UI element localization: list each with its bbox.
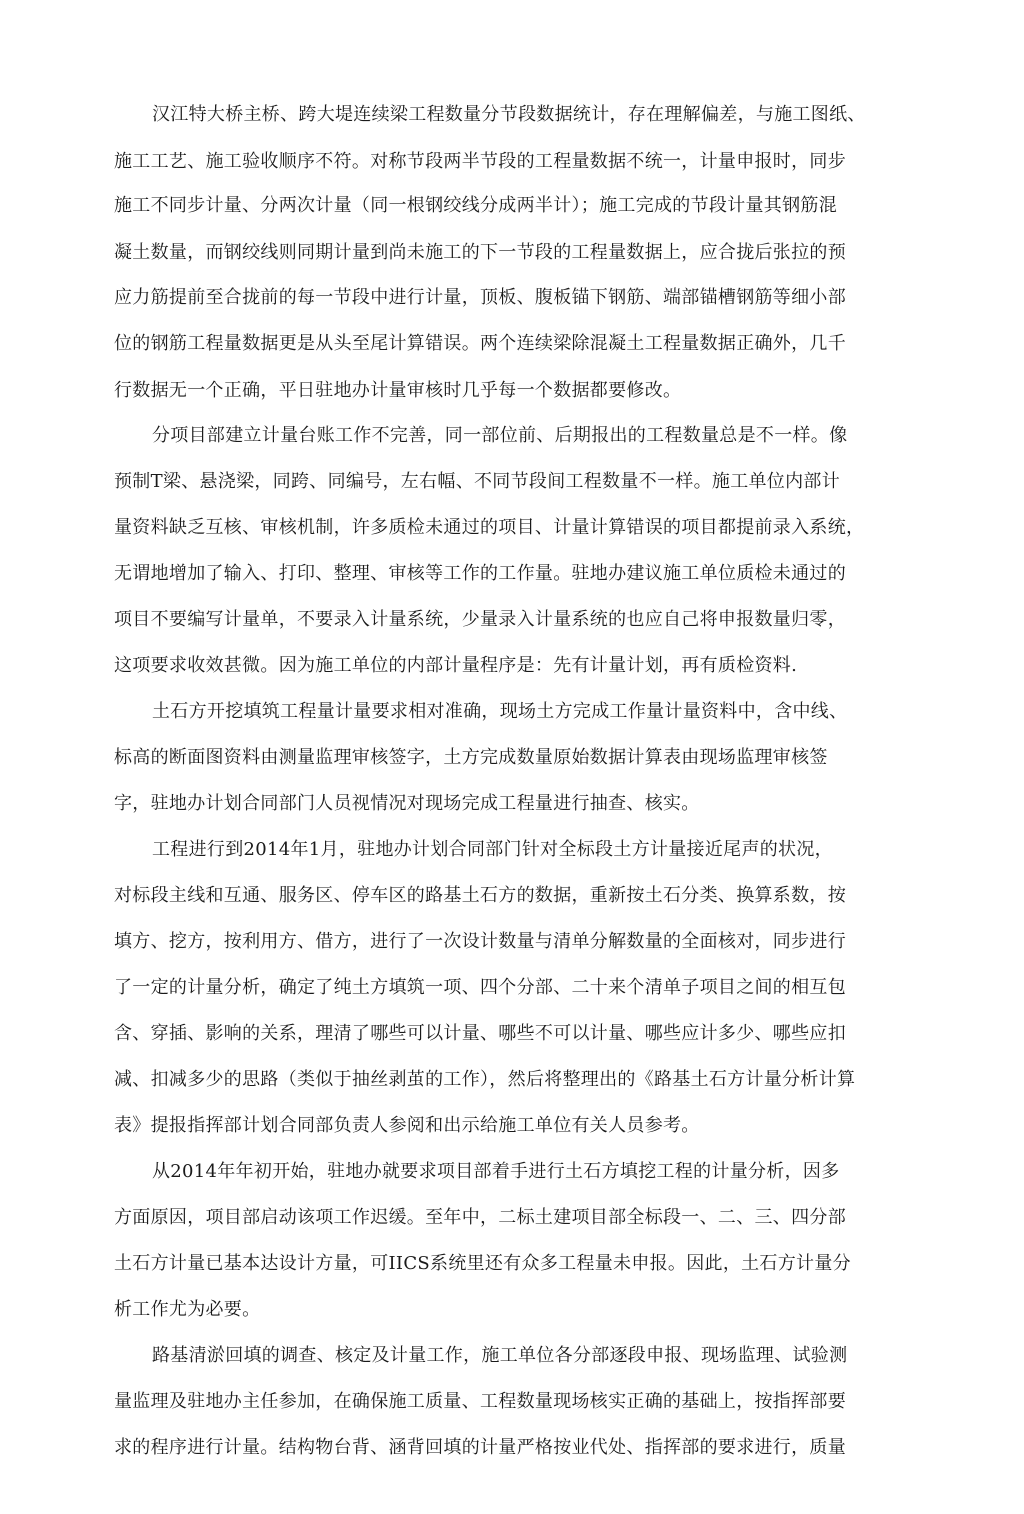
- paragraph-1-line-1: 汉江特大桥主桥、跨大堤连续梁工程数量分节段数据统计，存在理解偏差，与施工图纸、: [152, 104, 866, 125]
- paragraph-1-line-2: 施工工艺、施工验收顺序不符。对称节段两半节段的工程量数据不统一，计量申报时，同步: [114, 151, 846, 172]
- paragraph-4-line-6: 减、扣减多少的思路（类似于抽丝剥茧的工作），然后将整理出的《路基土石方计量分析计算: [114, 1069, 856, 1090]
- paragraph-5-line-4: 析工作尤为必要。: [114, 1299, 261, 1320]
- paragraph-2-line-2: 预制T梁、悬浇梁，同跨、同编号，左右幅、不同节段间工程数量不一样。施工单位内部计: [114, 471, 841, 492]
- paragraph-4-line-1: 工程进行到2014年1月，驻地办计划合同部门针对全标段土方计量接近尾声的状况，: [152, 839, 833, 860]
- paragraph-1-line-7: 行数据无一个正确，平日驻地办计量审核时几乎每一个数据都要修改。: [114, 380, 682, 401]
- paragraph-4-line-7: 表》提报指挥部计划合同部负责人参阅和出示给施工单位有关人员参考。: [114, 1115, 700, 1136]
- paragraph-6-line-1: 路基清淤回填的调查、核定及计量工作，施工单位各分部逐段申报、现场监理、试验测: [152, 1345, 848, 1366]
- paragraph-1-line-5: 应力筋提前至合拢前的每一节段中进行计量，顶板、腹板锚下钢筋、端部锚槽钢筋等细小部: [114, 287, 846, 308]
- paragraph-4-line-4: 了一定的计量分析，确定了纯土方填筑一项、四个分部、二十来个清单子项目之间的相互包: [114, 977, 846, 998]
- paragraph-3-line-2: 标高的断面图资料由测量监理审核签字，土方完成数量原始数据计算表由现场监理审核签: [114, 747, 828, 768]
- paragraph-5-line-2: 方面原因，项目部启动该项工作迟缓。至年中，二标土建项目部全标段一、二、三、四分部: [114, 1207, 846, 1228]
- paragraph-5-line-1: 从2014年年初开始，驻地办就要求项目部着手进行土石方填挖工程的计量分析，因多: [152, 1161, 840, 1182]
- paragraph-6-line-3: 求的程序进行计量。结构物台背、涵背回填的计量严格按业代处、指挥部的要求进行，质量: [114, 1437, 846, 1458]
- paragraph-2-line-5: 项目不要编写计量单，不要录入计量系统，少量录入计量系统的也应自己将申报数量归零，: [114, 609, 846, 630]
- paragraph-1-line-3: 施工不同步计量、分两次计量（同一根钢绞线分成两半计）；施工完成的节段计量其钢筋混: [114, 195, 837, 216]
- paragraph-2-line-1: 分项目部建立计量台账工作不完善，同一部位前、后期报出的工程数量总是不一样。像: [152, 425, 848, 446]
- paragraph-5-line-3: 土石方计量已基本达设计方量，可IICS系统里还有众多工程量未申报。因此，土石方计量分: [114, 1253, 851, 1274]
- paragraph-4-line-5: 含、穿插、影响的关系，理清了哪些可以计量、哪些不可以计量、哪些应计多少、哪些应扣: [114, 1023, 846, 1044]
- paragraph-1-line-6: 位的钢筋工程量数据更是从头至尾计算错误。两个连续梁除混凝土工程量数据正确外，几千: [114, 333, 846, 354]
- paragraph-2-line-4: 无谓地增加了输入、打印、整理、审核等工作的工作量。驻地办建议施工单位质检未通过的: [114, 563, 846, 584]
- paragraph-2-line-6: 这项要求收效甚微。因为施工单位的内部计量程序是：先有计量计划，再有质检资料.: [114, 655, 798, 676]
- paragraph-3-line-1: 土石方开挖填筑工程量计量要求相对准确，现场土方完成工作量计量资料中，含中线、: [152, 701, 848, 722]
- paragraph-3-line-3: 字，驻地办计划合同部门人员视情况对现场完成工程量进行抽查、核实。: [114, 793, 700, 814]
- paragraph-6-line-2: 量监理及驻地办主任参加，在确保施工质量、工程数量现场核实正确的基础上，按指挥部要: [114, 1391, 846, 1412]
- paragraph-1-line-4: 凝土数量，而钢绞线则同期计量到尚未施工的下一节段的工程量数据上，应合拢后张拉的预: [114, 242, 846, 263]
- paragraph-4-line-3: 填方、挖方，按利用方、借方，进行了一次设计数量与清单分解数量的全面核对，同步进行: [114, 931, 846, 952]
- paragraph-2-line-3: 量资料缺乏互核、审核机制，许多质检未通过的项目、计量计算错误的项目都提前录入系统，: [114, 517, 865, 538]
- paragraph-4-line-2: 对标段主线和互通、服务区、停车区的路基土石方的数据，重新按土石分类、换算系数，按: [114, 885, 846, 906]
